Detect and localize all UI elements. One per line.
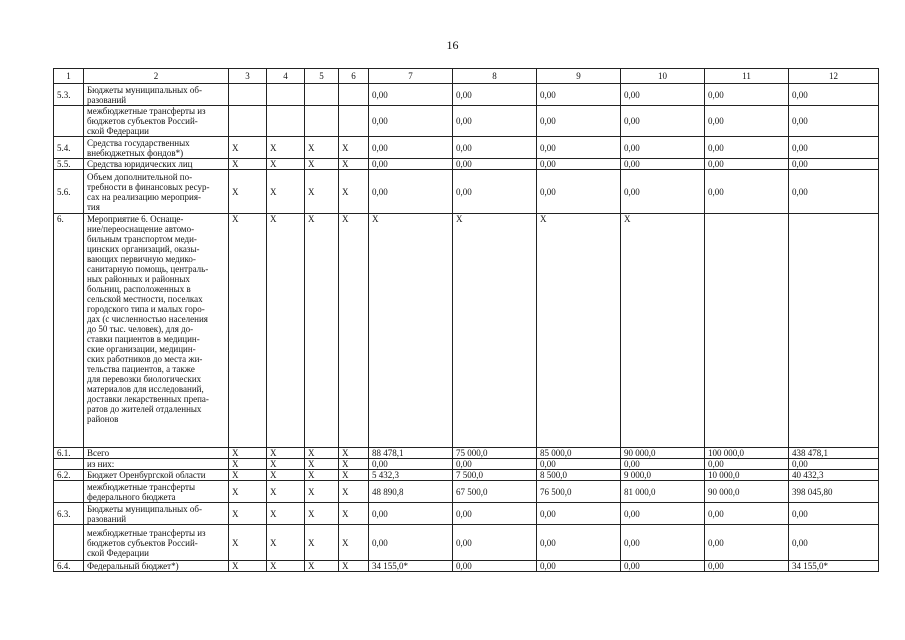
value-cell: 0,00: [537, 106, 621, 137]
value-cell: 0,00: [705, 137, 789, 159]
row-name-cell: Бюджеты муниципальных об- разований: [84, 503, 229, 525]
row-name-cell: Бюджет Оренбургской области: [84, 470, 229, 481]
table-row: [54, 106, 879, 137]
value-cell: 0,00: [621, 459, 705, 470]
value-cell: X: [267, 214, 305, 448]
value-cell: 48 890,8: [369, 481, 453, 503]
value-cell: 100 000,0: [705, 448, 789, 459]
value-cell: X: [305, 470, 339, 481]
value-cell: X: [229, 448, 267, 459]
value-cell: [305, 106, 339, 137]
value-cell: 0,00: [369, 106, 453, 137]
row-name-cell: Федеральный бюджет*): [84, 561, 229, 572]
value-cell: 0,00: [453, 561, 537, 572]
value-cell: 0,00: [705, 525, 789, 561]
value-cell: [267, 106, 305, 137]
value-cell: 0,00: [789, 106, 879, 137]
value-cell: 0,00: [621, 170, 705, 214]
row-name-cell: Средства государственных внебюджетных фондов*): [84, 137, 229, 159]
value-cell: 0,00: [789, 170, 879, 214]
value-cell: 0,00: [621, 503, 705, 525]
value-cell: X: [339, 137, 369, 159]
value-cell: 0,00: [621, 84, 705, 106]
header-cell: 3: [229, 69, 267, 84]
value-cell: [705, 214, 789, 448]
value-cell: 0,00: [453, 503, 537, 525]
value-cell: X: [339, 503, 369, 525]
value-cell: [339, 84, 369, 106]
table-row: [54, 561, 879, 572]
value-cell: 0,00: [537, 503, 621, 525]
row-name-cell: межбюджетные трансферты из бюджетов субъектов Россий- ской Федерации: [84, 106, 229, 137]
value-cell: X: [305, 525, 339, 561]
value-cell: X: [267, 561, 305, 572]
row-number-cell: 6.: [54, 214, 84, 448]
budget-table: [53, 68, 879, 572]
row-number-cell: [54, 459, 84, 470]
value-cell: 0,00: [369, 137, 453, 159]
value-cell: [229, 106, 267, 137]
value-cell: 0,00: [705, 459, 789, 470]
header-cell: 12: [789, 69, 879, 84]
value-cell: 75 000,0: [453, 448, 537, 459]
value-cell: 0,00: [453, 459, 537, 470]
table-row: [54, 481, 879, 503]
row-name-cell: межбюджетные трансферты из бюджетов субъектов Россий- ской Федерации: [84, 525, 229, 561]
value-cell: 5 432,3: [369, 470, 453, 481]
value-cell: 438 478,1: [789, 448, 879, 459]
value-cell: 0,00: [537, 84, 621, 106]
table-row: [54, 84, 879, 106]
value-cell: 0,00: [789, 503, 879, 525]
value-cell: 0,00: [453, 106, 537, 137]
value-cell: X: [229, 503, 267, 525]
value-cell: 0,00: [453, 170, 537, 214]
value-cell: 0,00: [453, 525, 537, 561]
value-cell: X: [339, 170, 369, 214]
table-row: [54, 448, 879, 459]
header-cell: 2: [84, 69, 229, 84]
value-cell: X: [339, 470, 369, 481]
row-number-cell: [54, 106, 84, 137]
value-cell: 40 432,3: [789, 470, 879, 481]
table-row: [54, 459, 879, 470]
value-cell: 67 500,0: [453, 481, 537, 503]
table-row: [54, 525, 879, 561]
value-cell: 0,00: [537, 137, 621, 159]
value-cell: 0,00: [369, 503, 453, 525]
table-row: [54, 503, 879, 525]
value-cell: X: [267, 137, 305, 159]
row-number-cell: [54, 525, 84, 561]
value-cell: X: [267, 459, 305, 470]
value-cell: X: [229, 159, 267, 170]
value-cell: 76 500,0: [537, 481, 621, 503]
value-cell: X: [305, 459, 339, 470]
value-cell: 0,00: [369, 159, 453, 170]
value-cell: X: [229, 459, 267, 470]
row-name-cell: Средства юридических лиц: [84, 159, 229, 170]
value-cell: 0,00: [369, 525, 453, 561]
value-cell: X: [305, 481, 339, 503]
page-number: 16: [446, 38, 459, 52]
value-cell: X: [305, 561, 339, 572]
value-cell: 34 155,0*: [789, 561, 879, 572]
value-cell: 10 000,0: [705, 470, 789, 481]
row-name-cell: межбюджетные трансферты федерального бюджета: [84, 481, 229, 503]
value-cell: 0,00: [789, 159, 879, 170]
value-cell: X: [339, 481, 369, 503]
header-cell: 10: [621, 69, 705, 84]
value-cell: X: [267, 448, 305, 459]
value-cell: 0,00: [537, 170, 621, 214]
value-cell: X: [305, 159, 339, 170]
value-cell: 0,00: [621, 561, 705, 572]
value-cell: [305, 84, 339, 106]
value-cell: [789, 214, 879, 448]
value-cell: 8 500,0: [537, 470, 621, 481]
row-name-cell: Объем дополнительной по- требности в финансовых ресур- сах на реализацию мероприя- тия: [84, 170, 229, 214]
value-cell: X: [305, 448, 339, 459]
value-cell: X: [339, 159, 369, 170]
value-cell: X: [537, 214, 621, 448]
value-cell: X: [339, 448, 369, 459]
value-cell: 0,00: [789, 525, 879, 561]
row-number-cell: 5.3.: [54, 84, 84, 106]
value-cell: X: [229, 561, 267, 572]
value-cell: X: [305, 137, 339, 159]
value-cell: X: [229, 525, 267, 561]
value-cell: 0,00: [537, 459, 621, 470]
value-cell: [229, 84, 267, 106]
table-row: [54, 170, 879, 214]
row-name-cell: Мероприятие 6. Оснаще- ние/переоснащение автомо- бильным транспортом меди- цинских организаций, оказы- вающих первичную медико- санитарную помощь, централь- ных районных и районных больниц, расположенных в сельской местности, поселках городского типа и малых горо- дах (с численностью населения до 50 тыс. человек), для до- ставки пациентов в медицин- ские организации, медицин- ских работников до места жи- тельства пациентов, а также для перевозки биологических материалов для исследований, доставки лекарственных препа- ратов до жителей отдаленных районов: [84, 214, 229, 448]
value-cell: X: [305, 214, 339, 448]
row-name-cell: Бюджеты муниципальных об- разований: [84, 84, 229, 106]
row-number-cell: 5.6.: [54, 170, 84, 214]
value-cell: X: [339, 561, 369, 572]
value-cell: X: [339, 214, 369, 448]
header-cell: 8: [453, 69, 537, 84]
value-cell: 0,00: [621, 159, 705, 170]
table-row: [54, 159, 879, 170]
value-cell: X: [267, 503, 305, 525]
row-name-cell: Всего: [84, 448, 229, 459]
value-cell: [339, 106, 369, 137]
value-cell: 9 000,0: [621, 470, 705, 481]
header-cell: 7: [369, 69, 453, 84]
value-cell: 0,00: [621, 525, 705, 561]
value-cell: 0,00: [705, 106, 789, 137]
value-cell: X: [229, 470, 267, 481]
value-cell: [267, 84, 305, 106]
row-number-cell: 6.4.: [54, 561, 84, 572]
value-cell: 0,00: [453, 137, 537, 159]
value-cell: 0,00: [621, 106, 705, 137]
header-cell: 1: [54, 69, 84, 84]
value-cell: 7 500,0: [453, 470, 537, 481]
value-cell: 0,00: [789, 137, 879, 159]
value-cell: X: [339, 459, 369, 470]
header-cell: 4: [267, 69, 305, 84]
row-number-cell: 6.2.: [54, 470, 84, 481]
header-row: [54, 69, 879, 84]
header-cell: 9: [537, 69, 621, 84]
table-row: [54, 470, 879, 481]
value-cell: 0,00: [789, 84, 879, 106]
row-number-cell: 6.1.: [54, 448, 84, 459]
value-cell: 0,00: [537, 561, 621, 572]
value-cell: 0,00: [369, 170, 453, 214]
header-cell: 11: [705, 69, 789, 84]
value-cell: 0,00: [369, 84, 453, 106]
value-cell: X: [305, 170, 339, 214]
value-cell: 0,00: [705, 170, 789, 214]
row-number-cell: [54, 481, 84, 503]
table-row: [54, 137, 879, 159]
value-cell: X: [267, 481, 305, 503]
value-cell: X: [229, 137, 267, 159]
value-cell: 34 155,0*: [369, 561, 453, 572]
value-cell: 0,00: [453, 84, 537, 106]
value-cell: 0,00: [705, 503, 789, 525]
value-cell: 88 478,1: [369, 448, 453, 459]
row-name-cell: из них:: [84, 459, 229, 470]
value-cell: 90 000,0: [621, 448, 705, 459]
value-cell: 0,00: [537, 159, 621, 170]
value-cell: X: [267, 470, 305, 481]
value-cell: 0,00: [621, 137, 705, 159]
value-cell: 85 000,0: [537, 448, 621, 459]
value-cell: 0,00: [537, 525, 621, 561]
value-cell: X: [369, 214, 453, 448]
value-cell: 81 000,0: [621, 481, 705, 503]
value-cell: 0,00: [369, 459, 453, 470]
value-cell: X: [267, 525, 305, 561]
value-cell: 398 045,80: [789, 481, 879, 503]
value-cell: X: [267, 170, 305, 214]
value-cell: X: [267, 159, 305, 170]
table-row: [54, 214, 879, 448]
header-cell: 5: [305, 69, 339, 84]
value-cell: X: [453, 214, 537, 448]
value-cell: 0,00: [705, 561, 789, 572]
value-cell: 0,00: [705, 84, 789, 106]
row-number-cell: 6.3.: [54, 503, 84, 525]
value-cell: X: [229, 214, 267, 448]
value-cell: X: [229, 481, 267, 503]
header-cell: 6: [339, 69, 369, 84]
value-cell: 0,00: [789, 459, 879, 470]
value-cell: X: [621, 214, 705, 448]
value-cell: 0,00: [705, 159, 789, 170]
value-cell: X: [229, 170, 267, 214]
row-number-cell: 5.4.: [54, 137, 84, 159]
value-cell: 90 000,0: [705, 481, 789, 503]
value-cell: X: [339, 525, 369, 561]
row-number-cell: 5.5.: [54, 159, 84, 170]
value-cell: 0,00: [453, 159, 537, 170]
value-cell: X: [305, 503, 339, 525]
